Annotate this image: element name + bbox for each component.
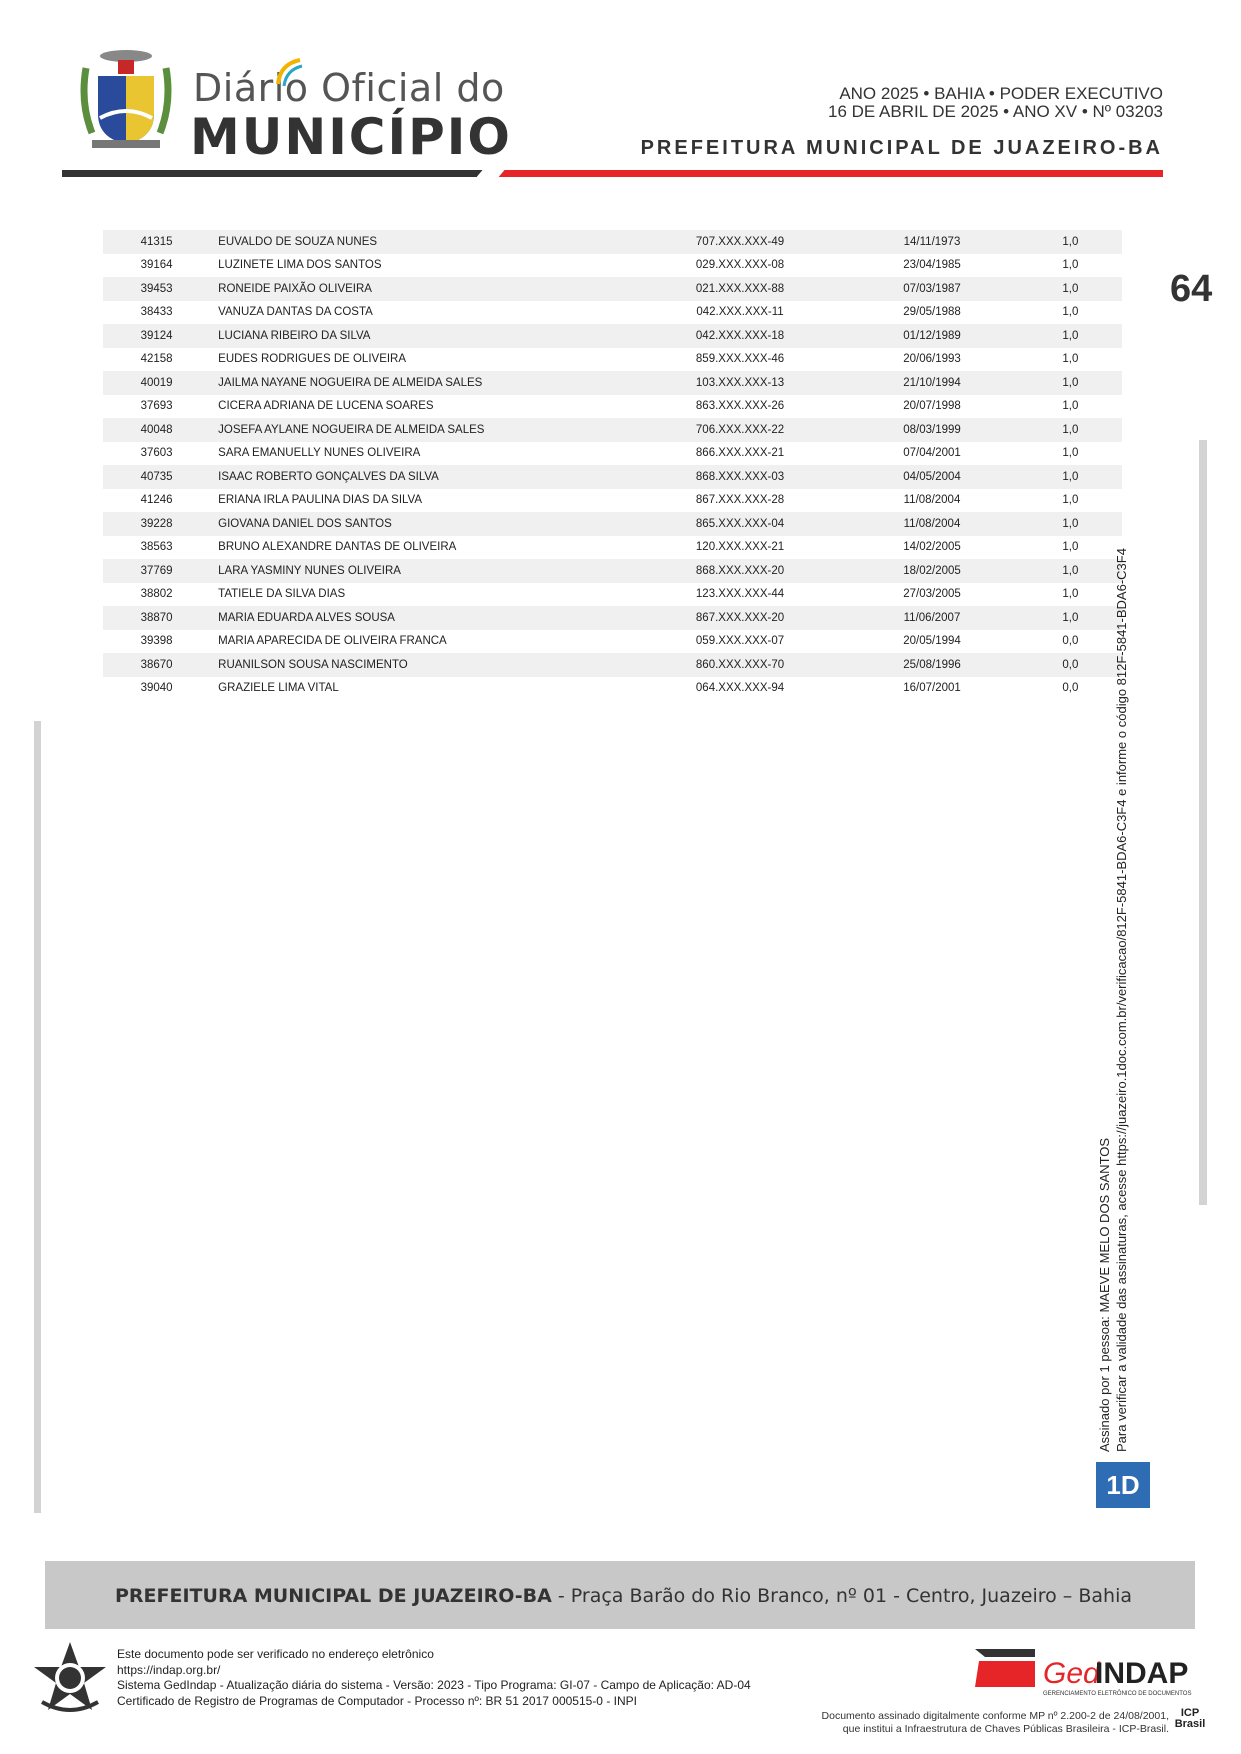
cell-name: ISAAC ROBERTO GONÇALVES DA SILVA: [218, 470, 439, 483]
cell-name: RUANILSON SOUSA NASCIMENTO: [218, 658, 408, 671]
cell-score: 0,0: [1062, 658, 1079, 671]
cell-cpf: 860.XXX.XXX-70: [695, 658, 785, 671]
icp-legal-note: [822, 1710, 1169, 1736]
table-row: [103, 583, 1122, 607]
cell-score: 1,0: [1062, 376, 1079, 389]
cell-name: TATIELE DA SILVA DIAS: [218, 588, 346, 601]
cell-name: MARIA APARECIDA DE OLIVEIRA FRANCA: [218, 635, 447, 648]
cell-score: 1,0: [1062, 588, 1079, 601]
icp-legal-line1: Documento assinado digitalmente conforme MP nº 2.200-2 de 24/08/2001,: [821, 1710, 1169, 1722]
cell-cpf: 865.XXX.XXX-04: [695, 517, 785, 530]
cell-id: 40048: [140, 423, 173, 436]
diario-oficial-title: Diário Oficial do: [193, 66, 505, 110]
cell-birthdate: 14/11/1973: [903, 235, 961, 248]
cell-score: 1,0: [1062, 611, 1079, 624]
cell-birthdate: 14/02/2005: [903, 541, 961, 554]
cell-id: 37603: [140, 447, 173, 460]
cell-name: BRUNO ALEXANDRE DANTAS DE OLIVEIRA: [218, 541, 457, 554]
cell-birthdate: 11/08/2004: [903, 517, 961, 530]
edition-meta-line2: 16 DE ABRIL DE 2025 • ANO XV • Nº 03203: [828, 102, 1163, 121]
cell-birthdate: 08/03/1999: [903, 423, 961, 436]
icp-logo-line1: ICP: [1180, 1707, 1200, 1719]
cell-id: 40735: [140, 470, 173, 483]
cell-score: 1,0: [1062, 259, 1079, 272]
cell-cpf: 029.XXX.XXX-08: [695, 259, 785, 272]
cell-id: 41246: [140, 494, 173, 507]
cell-cpf: 042.XXX.XXX-11: [696, 306, 784, 319]
cell-birthdate: 04/05/2004: [903, 470, 961, 483]
cell-birthdate: 25/08/1996: [903, 658, 961, 671]
table-row: [103, 230, 1122, 254]
cell-score: 1,0: [1062, 447, 1079, 460]
cell-id: 38670: [140, 658, 173, 671]
cell-cpf: 707.XXX.XXX-49: [695, 235, 785, 248]
cell-id: 41315: [140, 235, 173, 248]
cell-id: 37769: [140, 564, 173, 577]
table-row: [103, 606, 1122, 630]
icp-brasil-logo: [1174, 1708, 1206, 1738]
left-margin-bar: [34, 721, 41, 1513]
table-row: [103, 559, 1122, 583]
table-row: [103, 512, 1122, 536]
table-row: [103, 418, 1122, 442]
cell-birthdate: 18/02/2005: [903, 564, 961, 577]
signature-verification[interactable]: Para verificar a validade das assinaturas, acesse https://juazeiro.1doc.com.br/verificacao/812F-5841-BDA6-C3F4 e informe o código 812F-5841-BDA6-C3F4: [1114, 548, 1129, 1452]
cell-name: RONEIDE PAIXÃO OLIVEIRA: [218, 282, 372, 295]
cell-name: SARA EMANUELLY NUNES OLIVEIRA: [218, 447, 421, 460]
icp-legal-line2: que institui a Infraestrutura de Chaves Públicas Brasileira - ICP-Brasil.: [842, 1723, 1169, 1735]
footer-info-line: Sistema GedIndap - Atualização diária do sistema - Versão: 2023 - Tipo Programa: GI-07 - Campo de Aplicação: AD-04: [117, 1678, 751, 1692]
cell-birthdate: 20/07/1998: [903, 400, 961, 413]
cell-id: 38433: [140, 306, 173, 319]
cell-score: 1,0: [1062, 564, 1079, 577]
cell-id: 38563: [140, 541, 173, 554]
entity-name: PREFEITURA MUNICIPAL DE JUAZEIRO-BA: [640, 137, 1163, 159]
cell-score: 1,0: [1062, 353, 1079, 366]
footer-entity: PREFEITURA MUNICIPAL DE JUAZEIRO-BA: [115, 1585, 552, 1607]
cell-cpf: 868.XXX.XXX-20: [695, 564, 785, 577]
right-margin-bar: [1199, 440, 1207, 1205]
table-row: [103, 301, 1122, 325]
footer-info-line: Este documento pode ser verificado no endereço eletrônico: [117, 1647, 434, 1661]
table-row: [103, 254, 1122, 278]
table-row: [103, 442, 1122, 466]
digital-signature-note: [1096, 548, 1130, 1452]
cell-cpf: 868.XXX.XXX-03: [695, 470, 785, 483]
table-row: [103, 653, 1122, 677]
cell-cpf: 863.XXX.XXX-26: [695, 400, 785, 413]
cell-id: 39040: [140, 682, 173, 695]
cell-cpf: 103.XXX.XXX-13: [695, 376, 785, 389]
onedoc-badge-label: 1D: [1106, 1470, 1140, 1500]
cell-birthdate: 16/07/2001: [903, 682, 961, 695]
footer-system-info: [117, 1647, 751, 1709]
cell-cpf: 706.XXX.XXX-22: [695, 423, 785, 436]
cell-name: EUVALDO DE SOUZA NUNES: [218, 235, 378, 248]
cell-birthdate: 20/05/1994: [903, 635, 961, 648]
cell-name: LUZINETE LIMA DOS SANTOS: [218, 259, 382, 272]
cell-cpf: 123.XXX.XXX-44: [695, 588, 785, 601]
onedoc-badge: [1096, 1462, 1150, 1508]
cell-id: 40019: [140, 376, 173, 389]
cell-cpf: 021.XXX.XXX-88: [695, 282, 785, 295]
cell-id: 39124: [140, 329, 173, 342]
municipio-title: MUNICÍPIO: [190, 108, 512, 166]
table-row: [103, 630, 1122, 654]
table-row: [103, 677, 1122, 701]
table-row: [103, 348, 1122, 372]
cell-id: 37693: [140, 400, 173, 413]
footer-info-line[interactable]: https://indap.org.br/: [117, 1662, 221, 1677]
cell-score: 1,0: [1062, 541, 1079, 554]
ged-logo-text: Ged: [1043, 1657, 1100, 1690]
cell-score: 1,0: [1062, 400, 1079, 413]
cell-cpf: 867.XXX.XXX-28: [695, 494, 785, 507]
cell-birthdate: 11/08/2004: [903, 494, 961, 507]
page-number: 64: [1170, 268, 1213, 310]
cell-name: GRAZIELE LIMA VITAL: [218, 682, 339, 695]
cell-name: GIOVANA DANIEL DOS SANTOS: [218, 517, 392, 530]
cell-score: 0,0: [1062, 682, 1079, 695]
cell-birthdate: 11/06/2007: [903, 611, 961, 624]
cell-id: 39453: [140, 282, 173, 295]
table-row: [103, 536, 1122, 560]
cell-score: 1,0: [1062, 517, 1079, 530]
cell-birthdate: 01/12/1989: [903, 329, 961, 342]
cell-id: 42158: [140, 353, 173, 366]
ged-tagline: GERENCIAMENTO ELETRÔNICO DE DOCUMENTOS: [1043, 1691, 1192, 1697]
footer-address-text: - Praça Barão do Rio Branco, nº 01 - Centro, Juazeiro – Bahia: [551, 1585, 1132, 1607]
signature-signer: Assinado por 1 pessoa: MAEVE MELO DOS SANTOS: [1097, 1137, 1112, 1452]
cell-score: 1,0: [1062, 494, 1079, 507]
cell-name: JAILMA NAYANE NOGUEIRA DE ALMEIDA SALES: [218, 376, 483, 389]
svg-text:INDAP: INDAP: [1095, 1657, 1189, 1690]
cell-cpf: 042.XXX.XXX-18: [695, 329, 785, 342]
cell-birthdate: 07/03/1987: [903, 282, 961, 295]
cell-birthdate: 23/04/1985: [903, 259, 961, 272]
table-row: [103, 371, 1122, 395]
cell-birthdate: 29/05/1988: [903, 306, 961, 319]
cell-name: LUCIANA RIBEIRO DA SILVA: [218, 329, 371, 342]
cell-score: 0,0: [1062, 635, 1079, 648]
table-row: [103, 277, 1122, 301]
table-row: [103, 324, 1122, 348]
cell-cpf: 866.XXX.XXX-21: [695, 447, 785, 460]
cell-name: MARIA EDUARDA ALVES SOUSA: [218, 611, 395, 624]
cell-name: CICERA ADRIANA DE LUCENA SOARES: [218, 400, 434, 413]
cell-birthdate: 27/03/2005: [903, 588, 961, 601]
cell-birthdate: 07/04/2001: [903, 447, 961, 460]
header-divider-red: [492, 170, 1163, 177]
cell-id: 39398: [140, 635, 173, 648]
municipal-coat-of-arms-icon: [78, 48, 174, 152]
cell-score: 1,0: [1062, 470, 1079, 483]
cell-name: JOSEFA AYLANE NOGUEIRA DE ALMEIDA SALES: [218, 423, 485, 436]
cell-id: 38870: [140, 611, 173, 624]
cell-score: 1,0: [1062, 235, 1079, 248]
candidate-table: [103, 230, 1122, 700]
cell-birthdate: 20/06/1993: [903, 353, 961, 366]
table-row: [103, 489, 1122, 513]
cell-score: 1,0: [1062, 329, 1079, 342]
edition-meta-line1: ANO 2025 • BAHIA • PODER EXECUTIVO: [839, 84, 1163, 103]
gedindap-logo: [975, 1643, 1205, 1699]
table-row: [103, 465, 1122, 489]
cell-score: 1,0: [1062, 423, 1079, 436]
cell-name: LARA YASMINY NUNES OLIVEIRA: [218, 564, 401, 577]
logo-swoosh-icon: [274, 58, 304, 88]
table-row: [103, 395, 1122, 419]
cell-cpf: 064.XXX.XXX-94: [695, 682, 785, 695]
cell-id: 38802: [140, 588, 173, 601]
footer-info-line: Certificado de Registro de Programas de Computador - Processo nº: BR 51 2017 000515-0 - INPI: [117, 1693, 637, 1708]
cell-id: 39164: [140, 259, 173, 272]
cell-id: 39228: [140, 517, 173, 530]
cell-cpf: 120.XXX.XXX-21: [695, 541, 785, 554]
footer-address: [115, 1585, 1132, 1607]
cell-cpf: 867.XXX.XXX-20: [695, 611, 785, 624]
cell-score: 1,0: [1062, 306, 1079, 319]
cell-name: ERIANA IRLA PAULINA DIAS DA SILVA: [218, 494, 423, 507]
icp-logo-line2: Brasil: [1174, 1718, 1206, 1730]
cell-name: VANUZA DANTAS DA COSTA: [218, 306, 373, 319]
cell-cpf: 859.XXX.XXX-46: [695, 353, 785, 366]
cell-birthdate: 21/10/1994: [903, 376, 961, 389]
header-divider-dark: [62, 170, 492, 177]
cell-cpf: 059.XXX.XXX-07: [695, 635, 785, 648]
brazil-coat-of-arms-icon: [32, 1640, 108, 1716]
cell-score: 1,0: [1062, 282, 1079, 295]
cell-name: EUDES RODRIGUES DE OLIVEIRA: [218, 353, 407, 366]
